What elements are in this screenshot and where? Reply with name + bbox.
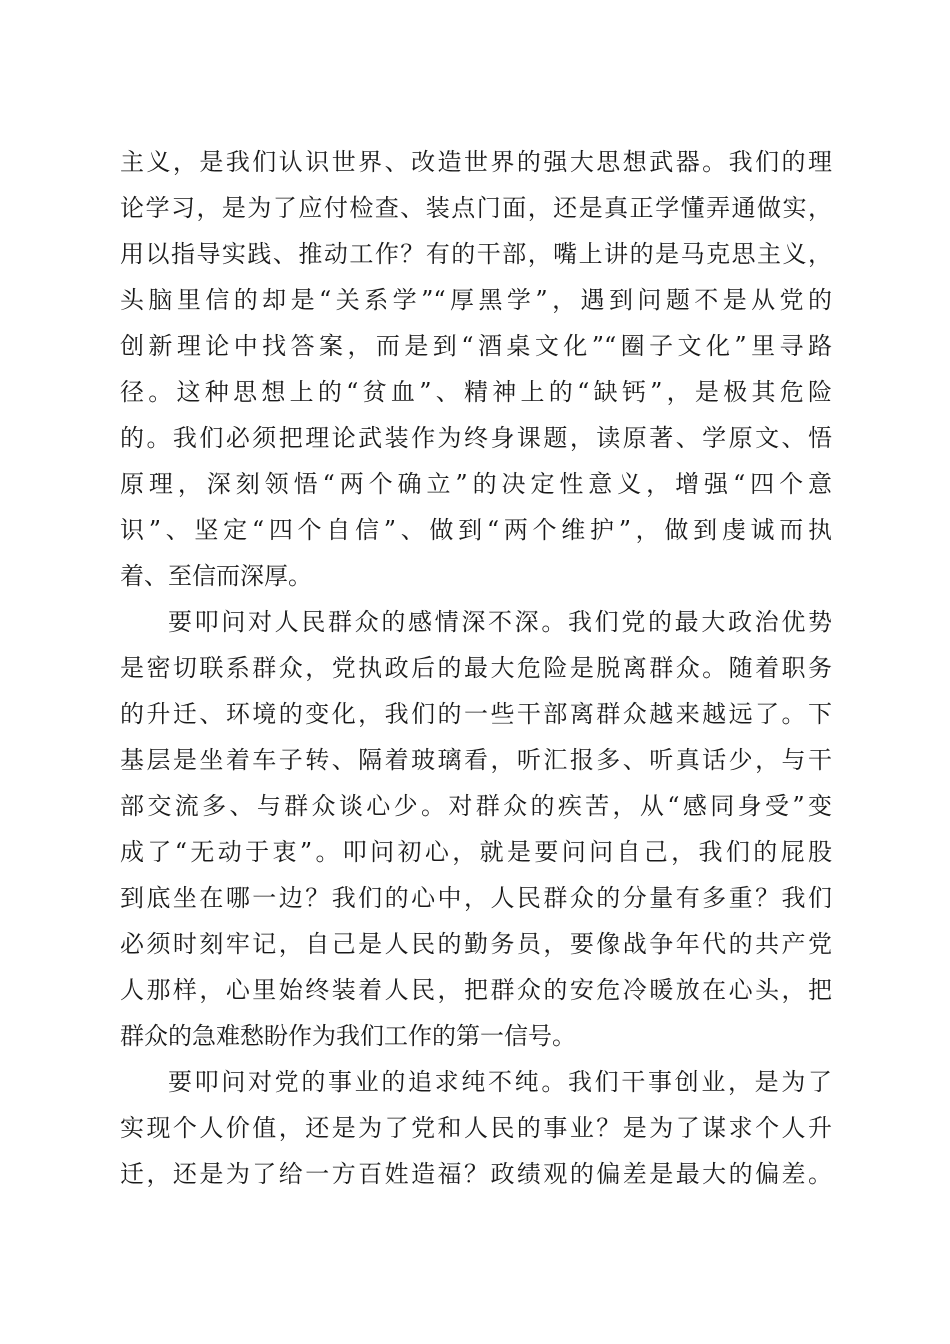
text-line: 创新理论中找答案，而是到“酒桌文化”“圈子文化”里寻路 bbox=[120, 332, 832, 360]
text-line: 径。这种思想上的“贫血”、精神上的“缺钙”，是极其危险 bbox=[120, 378, 832, 406]
text-line: 迁，还是为了给一方百姓造福？政绩观的偏差是最大的偏差。 bbox=[120, 1160, 832, 1188]
text-line: 实现个人价值，还是为了党和人民的事业？是为了谋求个人升 bbox=[120, 1114, 832, 1142]
text-line: 识”、坚定“四个自信”、做到“两个维护”，做到虔诚而执 bbox=[120, 516, 832, 544]
text-line: 着、至信而深厚。 bbox=[120, 562, 312, 590]
text-line: 主义，是我们认识世界、改造世界的强大思想武器。我们的理 bbox=[120, 148, 832, 176]
text-line: 头脑里信的却是“关系学”“厚黑学”，遇到问题不是从党的 bbox=[120, 286, 832, 314]
text-line: 群众的急难愁盼作为我们工作的第一信号。 bbox=[120, 1022, 576, 1050]
text-line: 人那样，心里始终装着人民，把群众的安危冷暖放在心头，把 bbox=[120, 976, 832, 1004]
paragraph-start-line: 要叩问对党的事业的追求纯不纯。我们干事创业，是为了 bbox=[168, 1068, 832, 1096]
text-line: 原理，深刻领悟“两个确立”的决定性意义，增强“四个意 bbox=[120, 470, 832, 498]
text-line: 到底坐在哪一边？我们的心中，人民群众的分量有多重？我们 bbox=[120, 884, 832, 912]
text-line: 论学习，是为了应付检查、装点门面，还是真正学懂弄通做实， bbox=[120, 194, 832, 222]
text-line: 必须时刻牢记，自己是人民的勤务员，要像战争年代的共产党 bbox=[120, 930, 832, 958]
text-line: 成了“无动于衷”。叩问初心，就是要问问自己，我们的屁股 bbox=[120, 838, 832, 866]
paragraph-start-line: 要叩问对人民群众的感情深不深。我们党的最大政治优势 bbox=[168, 608, 832, 636]
text-line: 的。我们必须把理论武装作为终身课题，读原著、学原文、悟 bbox=[120, 424, 832, 452]
text-line: 用以指导实践、推动工作？有的干部，嘴上讲的是马克思主义， bbox=[120, 240, 832, 268]
text-line: 是密切联系群众，党执政后的最大危险是脱离群众。随着职务 bbox=[120, 654, 832, 682]
text-line: 基层是坐着车子转、隔着玻璃看，听汇报多、听真话少，与干 bbox=[120, 746, 832, 774]
text-line: 部交流多、与群众谈心少。对群众的疾苦，从“感同身受”变 bbox=[120, 792, 832, 820]
text-line: 的升迁、环境的变化，我们的一些干部离群众越来越远了。下 bbox=[120, 700, 832, 728]
